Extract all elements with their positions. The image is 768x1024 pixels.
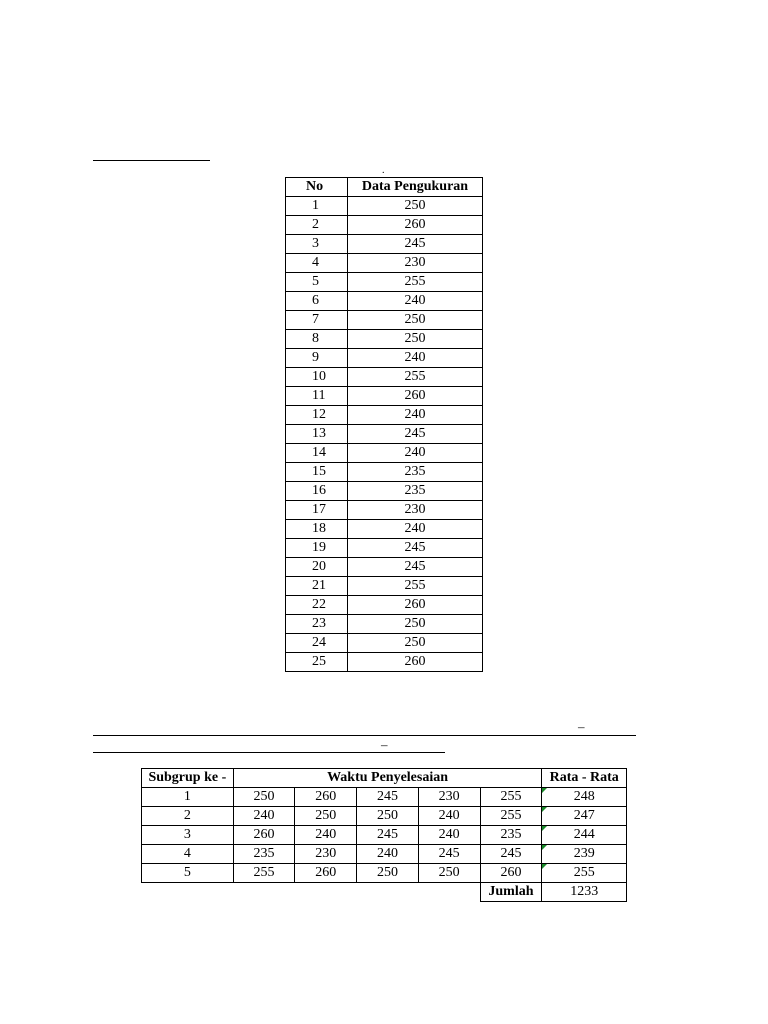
average-value: 255 <box>573 865 595 880</box>
time-value-cell: 250 <box>357 864 419 883</box>
average-cell <box>542 864 627 883</box>
measurement-value-cell: 250 <box>348 634 483 653</box>
measurement-table <box>285 177 483 672</box>
time-value-cell: 260 <box>295 788 357 807</box>
time-value-cell: 260 <box>295 864 357 883</box>
measurement-value-cell: 230 <box>348 501 483 520</box>
measurement-value-cell: 255 <box>348 577 483 596</box>
subgroup-row <box>142 826 627 845</box>
time-value-cell: 245 <box>418 845 480 864</box>
paragraph-line-2 <box>93 752 445 753</box>
measurement-value-cell: 260 <box>348 387 483 406</box>
measurement-row <box>286 425 483 444</box>
measurement-no-cell: 25 <box>286 653 348 672</box>
measurement-no-cell: 3 <box>286 235 348 254</box>
measurement-no-cell: 11 <box>286 387 348 406</box>
measurement-row <box>286 406 483 425</box>
measurement-value-cell: 245 <box>348 425 483 444</box>
total-row <box>142 883 627 902</box>
time-value-cell: 230 <box>295 845 357 864</box>
measurement-row <box>286 520 483 539</box>
time-value-cell: 250 <box>357 807 419 826</box>
measurement-no-cell: 16 <box>286 482 348 501</box>
heading-underline <box>93 160 210 161</box>
header-waktu-penyelesaian: Waktu Penyelesaian <box>233 769 542 788</box>
measurement-value-cell: 240 <box>348 520 483 539</box>
measurement-no-cell: 20 <box>286 558 348 577</box>
measurement-value-cell: 250 <box>348 330 483 349</box>
time-value-cell: 240 <box>357 845 419 864</box>
measurement-no-cell: 2 <box>286 216 348 235</box>
measurement-no-cell: 13 <box>286 425 348 444</box>
measurement-no-cell: 18 <box>286 520 348 539</box>
measurement-row <box>286 653 483 672</box>
header-data-pengukuran: Data Pengukuran <box>348 178 483 197</box>
measurement-row <box>286 197 483 216</box>
measurement-no-cell: 8 <box>286 330 348 349</box>
measurement-value-cell: 260 <box>348 216 483 235</box>
measurement-no-cell: 17 <box>286 501 348 520</box>
time-value-cell: 240 <box>295 826 357 845</box>
subgroup-number-cell: 2 <box>142 807 234 826</box>
measurement-table-header <box>286 178 483 197</box>
measurement-no-cell: 10 <box>286 368 348 387</box>
measurement-value-cell: 255 <box>348 368 483 387</box>
measurement-no-cell: 19 <box>286 539 348 558</box>
dash-mark-1: – <box>578 719 585 734</box>
paragraph-line-1 <box>93 735 636 736</box>
subgroup-number-cell: 4 <box>142 845 234 864</box>
subgroup-number-cell: 5 <box>142 864 234 883</box>
measurement-row <box>286 634 483 653</box>
subgroup-row <box>142 845 627 864</box>
measurement-no-cell: 22 <box>286 596 348 615</box>
time-value-cell: 245 <box>357 826 419 845</box>
measurement-no-cell: 21 <box>286 577 348 596</box>
measurement-no-cell: 6 <box>286 292 348 311</box>
measurement-value-cell: 230 <box>348 254 483 273</box>
measurement-no-cell: 9 <box>286 349 348 368</box>
measurement-no-cell: 4 <box>286 254 348 273</box>
measurement-row <box>286 558 483 577</box>
measurement-value-cell: 240 <box>348 349 483 368</box>
formula-marker-icon <box>542 807 547 812</box>
subgroup-number-cell: 3 <box>142 826 234 845</box>
average-value: 244 <box>573 827 595 842</box>
measurement-row <box>286 577 483 596</box>
measurement-no-cell: 1 <box>286 197 348 216</box>
measurement-value-cell: 255 <box>348 273 483 292</box>
average-cell <box>542 788 627 807</box>
measurement-row <box>286 254 483 273</box>
measurement-value-cell: 235 <box>348 482 483 501</box>
average-cell <box>542 845 627 864</box>
average-cell <box>542 826 627 845</box>
average-cell <box>542 807 627 826</box>
measurement-value-cell: 245 <box>348 558 483 577</box>
measurement-row <box>286 292 483 311</box>
measurement-no-cell: 14 <box>286 444 348 463</box>
measurement-row <box>286 368 483 387</box>
measurement-value-cell: 240 <box>348 444 483 463</box>
measurement-value-cell: 260 <box>348 596 483 615</box>
average-value: 239 <box>573 846 595 861</box>
average-value: 248 <box>573 789 595 804</box>
measurement-value-cell: 245 <box>348 539 483 558</box>
measurement-value-cell: 235 <box>348 463 483 482</box>
time-value-cell: 230 <box>418 788 480 807</box>
measurement-no-cell: 23 <box>286 615 348 634</box>
subgroup-table <box>141 768 627 902</box>
subgroup-number-cell: 1 <box>142 788 234 807</box>
subgroup-row <box>142 807 627 826</box>
formula-marker-icon <box>542 788 547 793</box>
measurement-row <box>286 349 483 368</box>
average-value: 247 <box>573 808 595 823</box>
header-subgrup: Subgrup ke - <box>142 769 234 788</box>
time-value-cell: 255 <box>480 807 542 826</box>
time-value-cell: 255 <box>480 788 542 807</box>
formula-marker-icon <box>542 864 547 869</box>
measurement-row <box>286 330 483 349</box>
total-label: Jumlah <box>480 883 542 902</box>
measurement-row <box>286 235 483 254</box>
measurement-value-cell: 260 <box>348 653 483 672</box>
measurement-no-cell: 15 <box>286 463 348 482</box>
measurement-row <box>286 501 483 520</box>
header-no: No <box>286 178 348 197</box>
header-rata-rata: Rata - Rata <box>542 769 627 788</box>
measurement-value-cell: 250 <box>348 615 483 634</box>
time-value-cell: 260 <box>233 826 295 845</box>
time-value-cell: 250 <box>233 788 295 807</box>
total-row-spacer <box>142 883 481 902</box>
measurement-row <box>286 539 483 558</box>
time-value-cell: 245 <box>357 788 419 807</box>
measurement-value-cell: 240 <box>348 292 483 311</box>
measurement-row <box>286 463 483 482</box>
subgroup-row <box>142 788 627 807</box>
measurement-no-cell: 5 <box>286 273 348 292</box>
time-value-cell: 245 <box>480 845 542 864</box>
subgroup-row <box>142 864 627 883</box>
measurement-row <box>286 615 483 634</box>
measurement-row <box>286 444 483 463</box>
measurement-value-cell: 240 <box>348 406 483 425</box>
measurement-no-cell: 12 <box>286 406 348 425</box>
measurement-no-cell: 7 <box>286 311 348 330</box>
measurement-row <box>286 273 483 292</box>
time-value-cell: 240 <box>233 807 295 826</box>
formula-marker-icon <box>542 826 547 831</box>
measurement-row <box>286 216 483 235</box>
measurement-value-cell: 250 <box>348 311 483 330</box>
measurement-no-cell: 24 <box>286 634 348 653</box>
time-value-cell: 250 <box>418 864 480 883</box>
time-value-cell: 255 <box>233 864 295 883</box>
formula-marker-icon <box>542 845 547 850</box>
measurement-row <box>286 387 483 406</box>
measurement-row <box>286 482 483 501</box>
measurement-row <box>286 311 483 330</box>
subgroup-table-header <box>142 769 627 788</box>
top-dot: . <box>382 165 385 176</box>
dash-mark-2: – <box>381 737 388 752</box>
time-value-cell: 260 <box>480 864 542 883</box>
time-value-cell: 235 <box>480 826 542 845</box>
time-value-cell: 240 <box>418 826 480 845</box>
measurement-row <box>286 596 483 615</box>
total-value: 1233 <box>542 883 627 902</box>
time-value-cell: 240 <box>418 807 480 826</box>
measurement-value-cell: 250 <box>348 197 483 216</box>
measurement-value-cell: 245 <box>348 235 483 254</box>
time-value-cell: 250 <box>295 807 357 826</box>
time-value-cell: 235 <box>233 845 295 864</box>
